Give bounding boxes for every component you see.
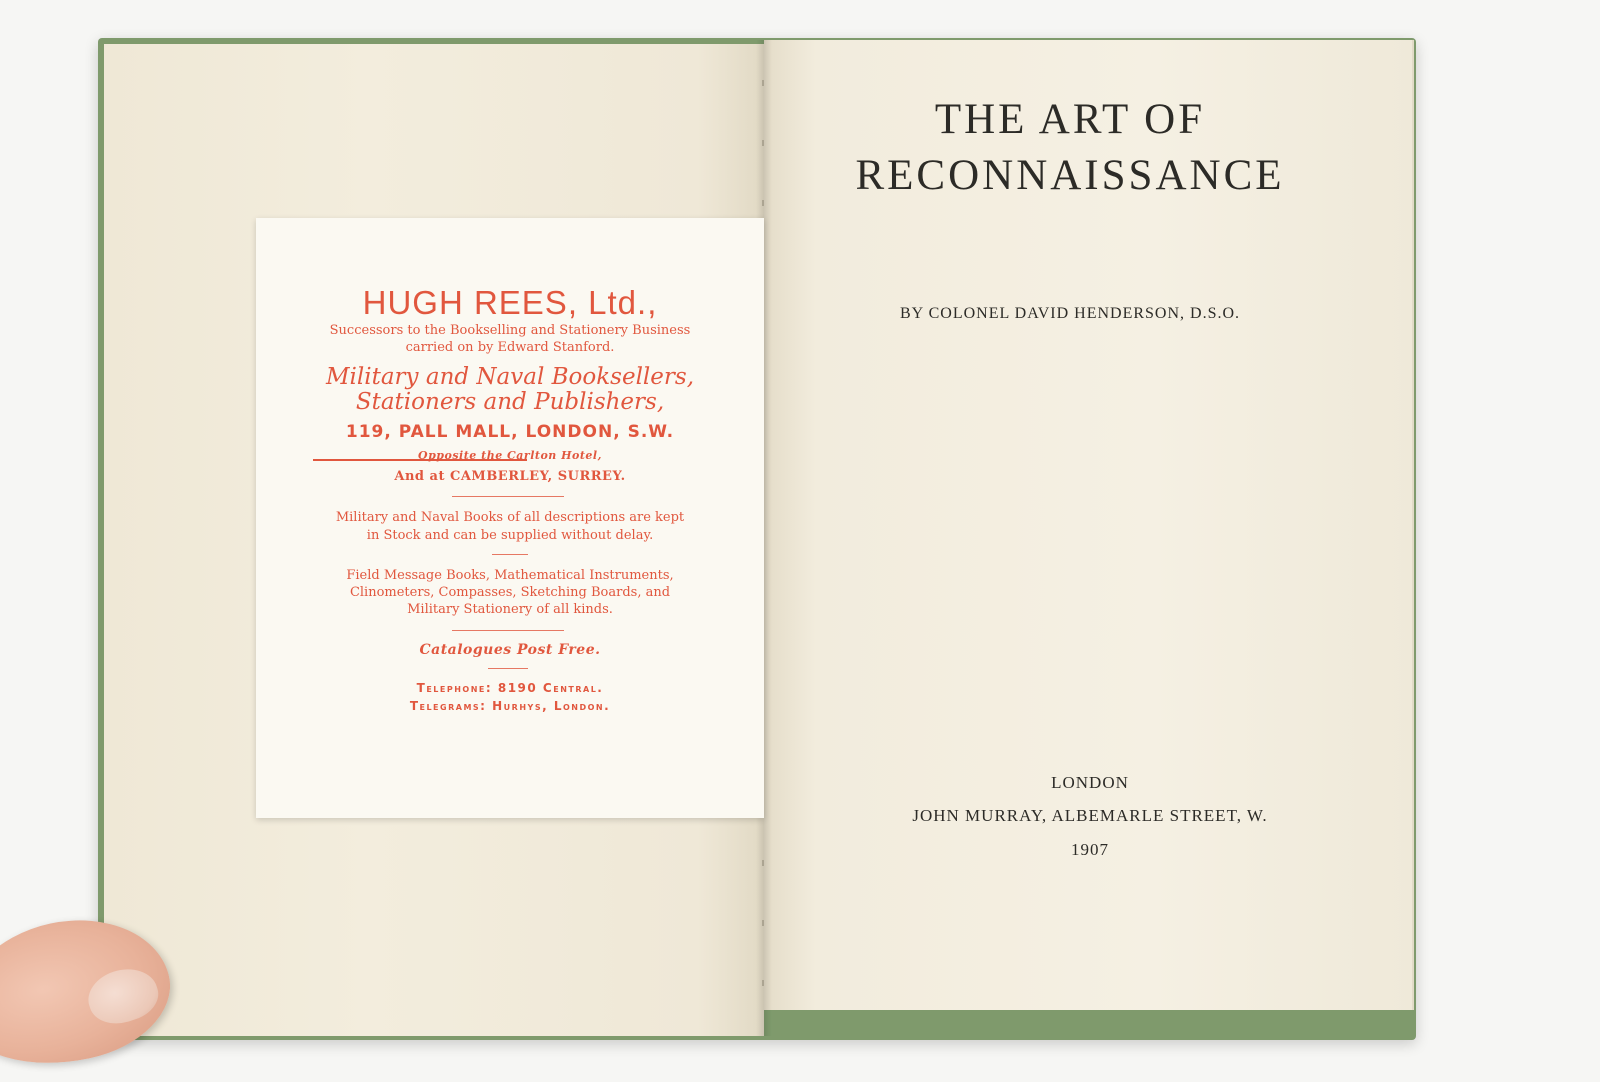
slip-rule-1: [452, 496, 564, 497]
slip-branch: And at CAMBERLEY, SURREY.: [394, 469, 626, 484]
slip-successors-1: Successors to the Bookselling and Stationery Business: [329, 323, 691, 338]
book-author: BY COLONEL DAVID HENDERSON, D.S.O.: [899, 305, 1241, 322]
book-title-line-1: THE ART OF: [934, 96, 1206, 143]
imprint-city: LONDON: [1051, 773, 1129, 792]
slip-telephone: Telephone: 8190 Central.: [416, 681, 604, 695]
slip-trade-1: Military and Naval Booksellers,: [325, 364, 695, 390]
imprint-year: 1907: [1071, 840, 1109, 859]
slip-opposite: Opposite the Carlton Hotel,: [418, 449, 602, 462]
book-title-line-2: RECONNAISSANCE: [855, 152, 1285, 199]
slip-rule-3: [452, 630, 564, 631]
slip-rule-2: [492, 554, 528, 555]
imprint-publisher: JOHN MURRAY, ALBEMARLE STREET, W.: [912, 806, 1268, 825]
bookseller-slip: [256, 218, 764, 818]
slip-goods-3: Military Stationery of all kinds.: [407, 602, 613, 617]
slip-telegrams: Telegrams: Hurhys, London.: [409, 699, 611, 713]
slip-rule-4: [488, 668, 528, 669]
slip-goods-1: Field Message Books, Mathematical Instruments,: [346, 568, 674, 583]
slip-successors-2: carried on by Edward Stanford.: [405, 340, 615, 355]
slip-stock-1: Military and Naval Books of all descriptions are kept: [335, 510, 685, 525]
slip-trade-2: Stationers and Publishers,: [355, 389, 665, 415]
slip-catalogues: Catalogues Post Free.: [419, 642, 601, 658]
slip-address: 119, PALL MALL, LONDON, S.W.: [345, 422, 675, 442]
slip-goods-2: Clinometers, Compasses, Sketching Boards, and: [349, 585, 671, 600]
slip-company: HUGH REES, Ltd.,: [362, 284, 658, 321]
slip-stock-2: in Stock and can be supplied without delay.: [366, 528, 654, 543]
